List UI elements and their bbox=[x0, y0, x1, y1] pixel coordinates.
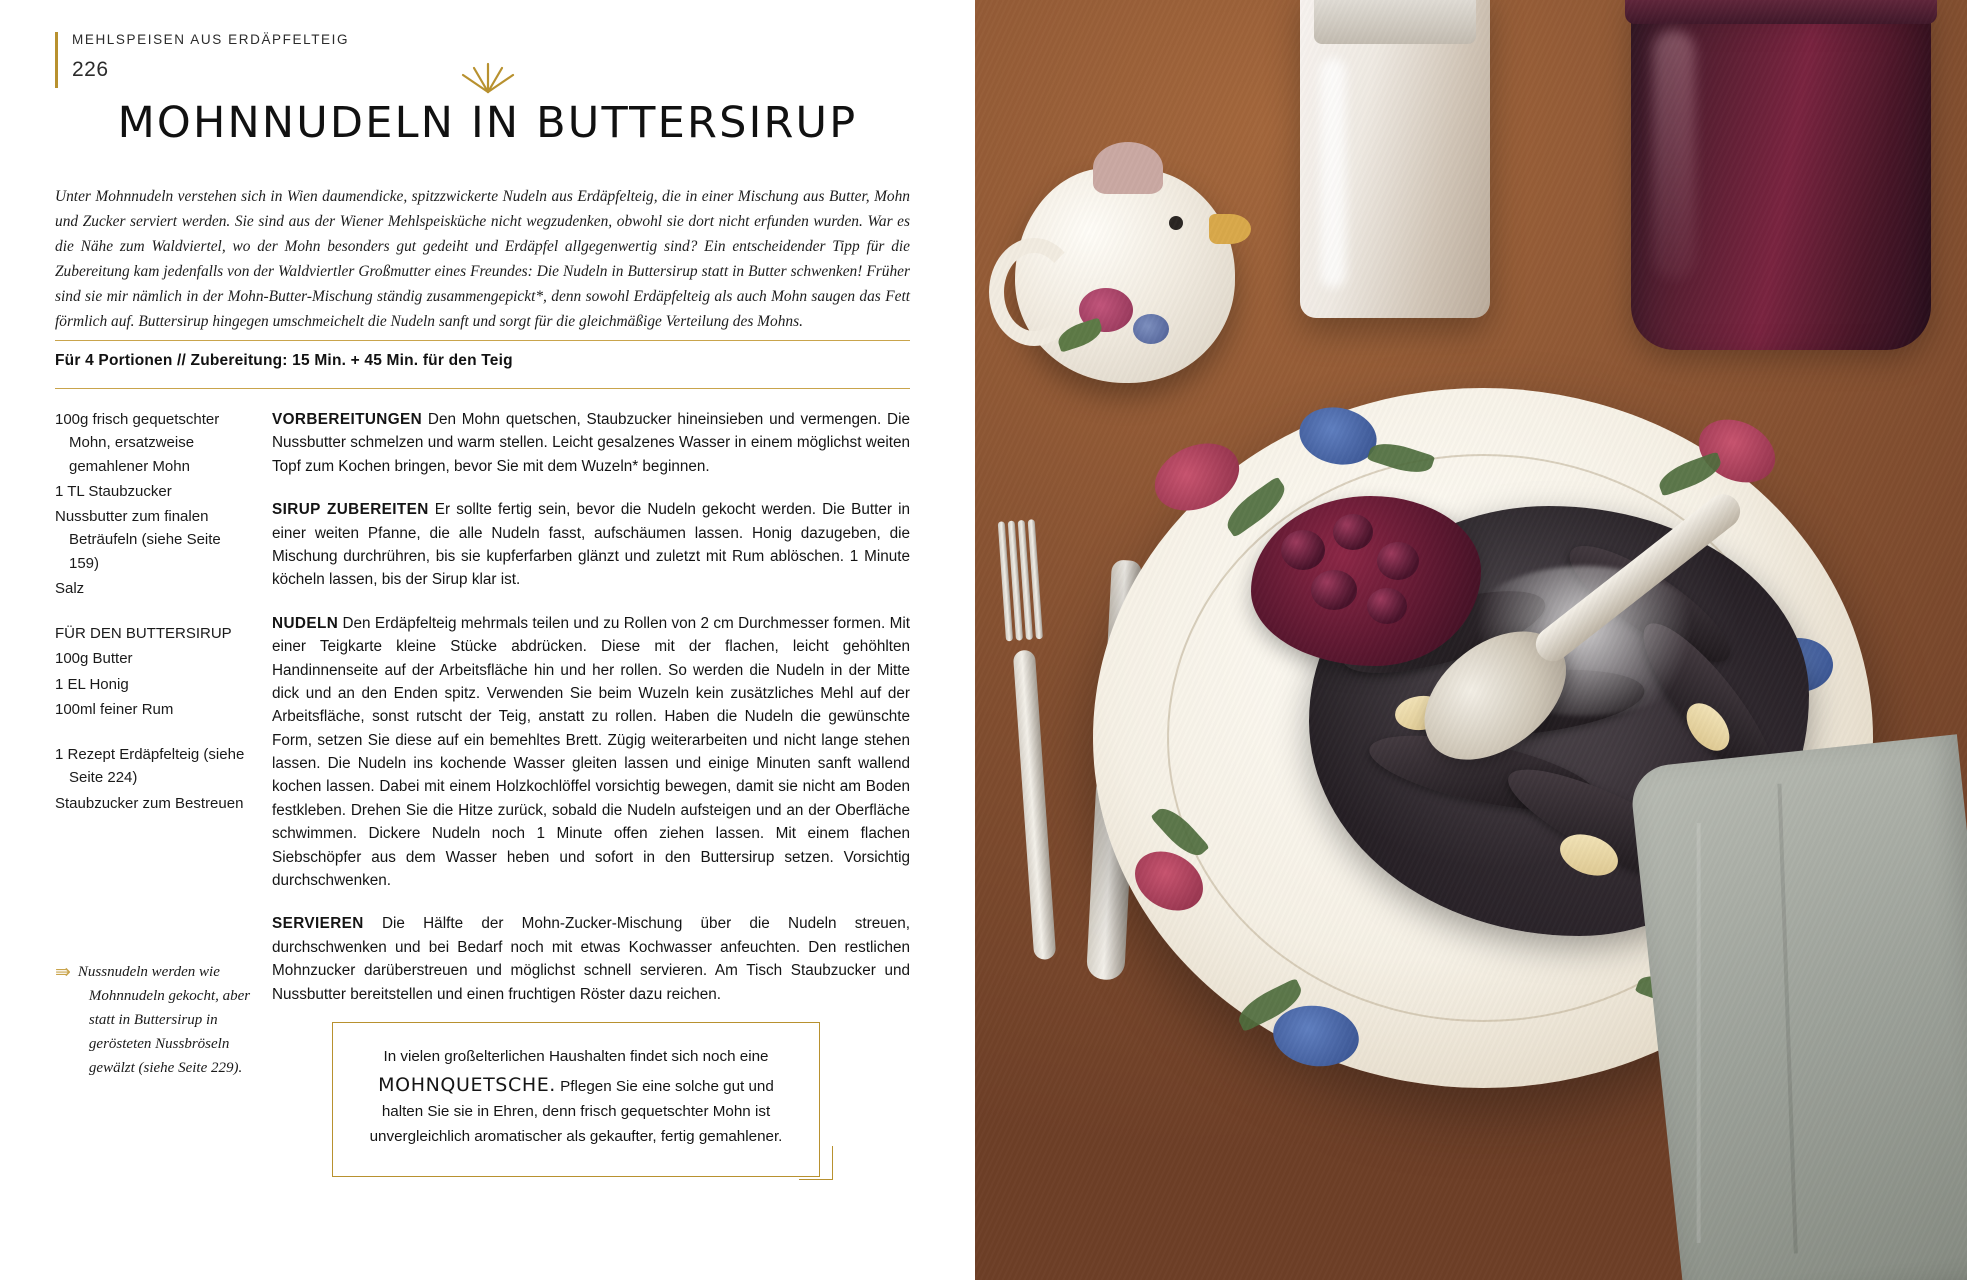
dinner-plate bbox=[1093, 388, 1873, 1088]
side-note bbox=[55, 960, 260, 1080]
divider-top bbox=[55, 340, 910, 341]
ingredient-list bbox=[55, 408, 245, 817]
linen-napkin bbox=[1629, 734, 1967, 1280]
knife bbox=[1082, 559, 1150, 981]
tip-box bbox=[332, 1022, 820, 1177]
jam-jar bbox=[1631, 0, 1931, 350]
sugar-shaker bbox=[1300, 0, 1490, 318]
list-item: 100g Butter bbox=[55, 650, 133, 668]
list-item: Nussbutter zum finalen Beträufeln (siehe Seite 159) bbox=[55, 508, 221, 572]
berry-compote bbox=[1251, 496, 1481, 666]
list-item: 1 Rezept Erdäpfelteig (siehe Seite 224) bbox=[55, 746, 245, 787]
portions-line: Für 4 Portionen // Zubereitung: 15 Min. + 45 Min. für den Teig bbox=[55, 352, 513, 369]
method-step bbox=[272, 498, 910, 592]
step-text: Den Erdäpfelteig mehrmals teilen und zu Rollen von 2 cm Durchmesser formen. Mit einer Teigkarte kleine Stücke abdrücken. Diese mit der flachen, leicht gehöhlten Handinnenseite auf der Arbeitsfläche hin und her rollen. So werden die Nudeln in der Mitte dick und an den Enden spitz. Verwenden Sie beim Wuzeln kein zusätzliches Mehl auf der Arbeitsfläche, sonst rutscht der Teig, anstatt zu rollen. Haben die Nudeln die gewünschte Form, setzen Sie diese auf ein bemehltes Brett. Zügig weiterarbeiten und nicht lange stehen lassen. Die Nudeln ins kochende Wasser gleiten lassen und einige Minuten sanft wallend kochen lassen. Dabei mit einem Holzkochlöffel vorsichtig bewegen, damit sie nicht am Boden festkleben. Drehen Sie die Hitze zurück, sobald die Nudeln aufsteigen und an der Oberfläche schwimmen. Dickere Nudeln noch 1 Minute offen ziehen lassen. Mit einem flachen Siebschöpfer aus dem Wasser heben und sofort in den Buttersirup setzen. Vorsichtig durchschwenken. bbox=[272, 614, 910, 890]
ingredient-group-dough bbox=[55, 743, 245, 815]
step-text: Den Mohn quetschen, Staubzucker hineinsieben und vermengen. Die Nussbutter schmelzen und warm stellen. Leicht gesalzenes Wasser in einem möglichst weiten Topf zum Kochen bringen, bevor Sie mit dem Wuzeln* beginnen. bbox=[272, 411, 910, 475]
list-item: Salz bbox=[55, 579, 85, 597]
list-item: 1 EL Honig bbox=[55, 675, 129, 693]
step-label: SERVIEREN bbox=[272, 915, 364, 933]
list-item: Staubzucker zum Bestreuen bbox=[55, 794, 244, 812]
method-step bbox=[272, 408, 910, 478]
ingredient-group-syrup bbox=[55, 622, 245, 721]
fork bbox=[998, 519, 1063, 960]
page-title: MOHNNUDELN IN BUTTERSIRUP bbox=[117, 98, 858, 148]
step-text: Die Hälfte der Mohn-Zucker-Mischung über die Nudeln streuen, durchschwenken und bei Bedarf noch mit etwas Kochwasser anfeuchten. Den restlichen Mohnzucker darüberstreuen und möglichst schnell servieren. Am Tisch Staubzucker und Nussbutter bereitstellen und einen fruchtigen Röster dazu reichen. bbox=[272, 915, 910, 1003]
page-number: 226 bbox=[72, 58, 109, 82]
rooster-creamer bbox=[1015, 168, 1235, 383]
method-steps bbox=[272, 408, 910, 1006]
list-item: 100g frisch gequetschter Mohn, ersatzweise gemahlener Mohn bbox=[55, 411, 220, 475]
poppy-seed-noodles bbox=[1309, 506, 1809, 936]
list-item: 100ml feiner Rum bbox=[55, 700, 174, 718]
serving-spoon bbox=[1395, 501, 1703, 769]
tip-line-2: Pflegen Sie eine solche gut und halten Sie sie in Ehren, denn frisch gequetschter Mohn ist unvergleichlich aromatischer als gekaufter, fertig gemahlener. bbox=[369, 1077, 783, 1146]
divider-bottom bbox=[55, 388, 910, 389]
step-label: SIRUP ZUBEREITEN bbox=[272, 501, 429, 519]
method-step bbox=[272, 612, 910, 893]
arrow-icon: ⇛ bbox=[55, 961, 71, 983]
ingredient-group-main bbox=[55, 408, 245, 600]
tip-line-1: In vielen großelterlichen Haushalten findet sich noch eine bbox=[383, 1048, 769, 1065]
method-step bbox=[272, 912, 910, 1006]
recipe-photo-page bbox=[975, 0, 1967, 1280]
recipe-intro: Unter Mohnnudeln verstehen sich in Wien daumendicke, spitzzwickerte Nudeln aus Erdäpfelteig, die in einer Mischung aus Butter, Mohn und Zucker serviert werden. Sie sind aus der Wiener Mehlspeisküche nicht wegzudenken, obwohl sie dort nicht erfunden wurden. War es die Nähe zum Waldviertel, wo der Mohn besonders gut gedeiht und Erdäpfel allgegenwertig sind? Ein entscheidender Tipp für die Zubereitung kam jedenfalls von der Waldviertler Großmutter eines Freundes: Die Nudeln in Buttersirup statt in Butter schwenken! Früher sind sie mir nämlich in der Mohn-Butter-Mischung ständig zusammengepickt*, denn sowohl Erdäpfelteig als auch Mohn saugen das Fett förmlich auf. Buttersirup hingegen umschmeichelt die Nudeln sanft und sorgt für die gleichmäßige Verteilung des Mohns. bbox=[55, 188, 910, 330]
chapter-label: MEHLSPEISEN AUS ERDÄPFELTEIG bbox=[72, 32, 350, 47]
tip-caps: MOHNQUETSCHE. bbox=[378, 1073, 556, 1096]
list-item: 1 TL Staubzucker bbox=[55, 482, 172, 500]
fan-ornament-icon bbox=[0, 60, 975, 99]
step-label: VORBEREITUNGEN bbox=[272, 411, 423, 428]
step-label: NUDELN bbox=[272, 614, 339, 632]
step-text: Er sollte fertig sein, bevor die Nudeln gekocht werden. Die Butter in einer weiten Pfanne, die alle Nudeln fasst, aufschäumen lassen. Honig dazugeben, die Mischung durchrühren, bis sie kupferfarben glänzt und zuletzt mit Rum ablöschen. 1 Minute köcheln lassen, bis der Sirup klar ist. bbox=[272, 501, 910, 589]
side-note-text: Nussnudeln werden wie Mohnnudeln gekocht, aber statt in Buttersirup in gerösteten Nussbröseln gewälzt (siehe Seite 229). bbox=[77, 964, 251, 1076]
food-photograph bbox=[975, 0, 1967, 1280]
ingredient-group-heading: FÜR DEN BUTTERSIRUP bbox=[55, 625, 232, 642]
recipe-text-page bbox=[0, 0, 975, 1280]
